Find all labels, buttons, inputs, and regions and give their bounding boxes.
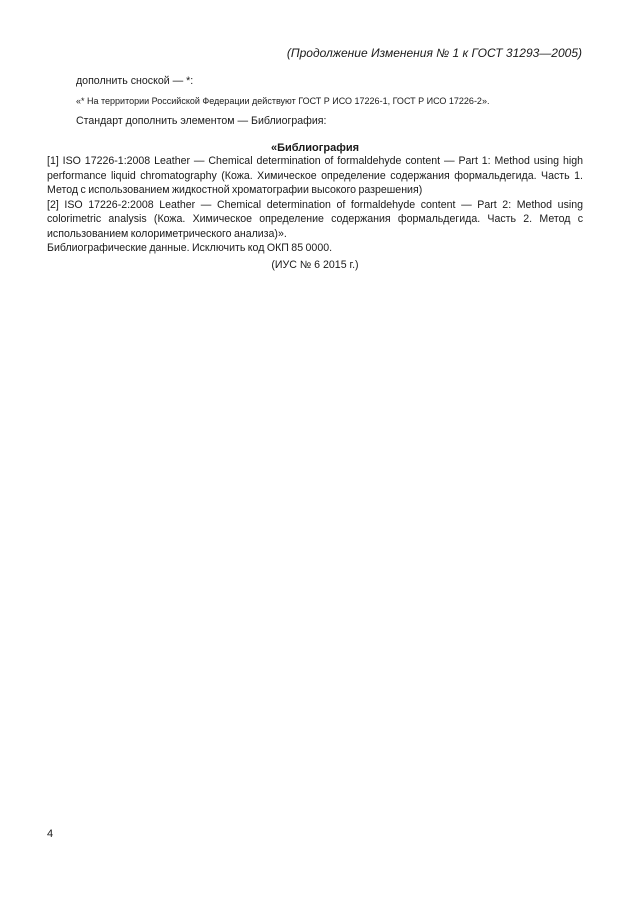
bibliography-entry-2: [2] ISO 17226-2:2008 Leather — Chemical determination of formaldehyde content — Part 2: Method using colorimetric analysis (Кожа. Химическое определение содержания формальдегида. Часть 2. Метод с использованием колориметрического анализа)». [47, 198, 583, 240]
bibliography-list [47, 154, 583, 256]
bibliography-entry-1: [1] ISO 17226-1:2008 Leather — Chemical determination of formaldehyde content — Part 1: Method using high performance liquid chromatography (Кожа. Химическое определение содержания формальдегида. Часть 1. Метод с использованием жидкостной хроматографии высокого разрешения) [47, 155, 583, 196]
continuation-header: (Продолжение Изменения № 1 к ГОСТ 31293—2005) [286, 46, 582, 60]
footnote-text: «* На территории Российской Федерации действуют ГОСТ Р ИСО 17226-1, ГОСТ Р ИСО 17226-2». [76, 96, 490, 106]
bibliographic-data-note: Библиографические данные. Исключить код ОКП 85 0000. [47, 242, 333, 254]
footnote-instruction: дополнить сноской — *: [76, 75, 194, 87]
page-number: 4 [47, 828, 54, 840]
bibliography-title: «Библиография [271, 142, 359, 154]
source-reference: (ИУС № 6 2015 г.) [271, 259, 359, 271]
add-element-instruction: Стандарт дополнить элементом — Библиография: [76, 115, 327, 127]
